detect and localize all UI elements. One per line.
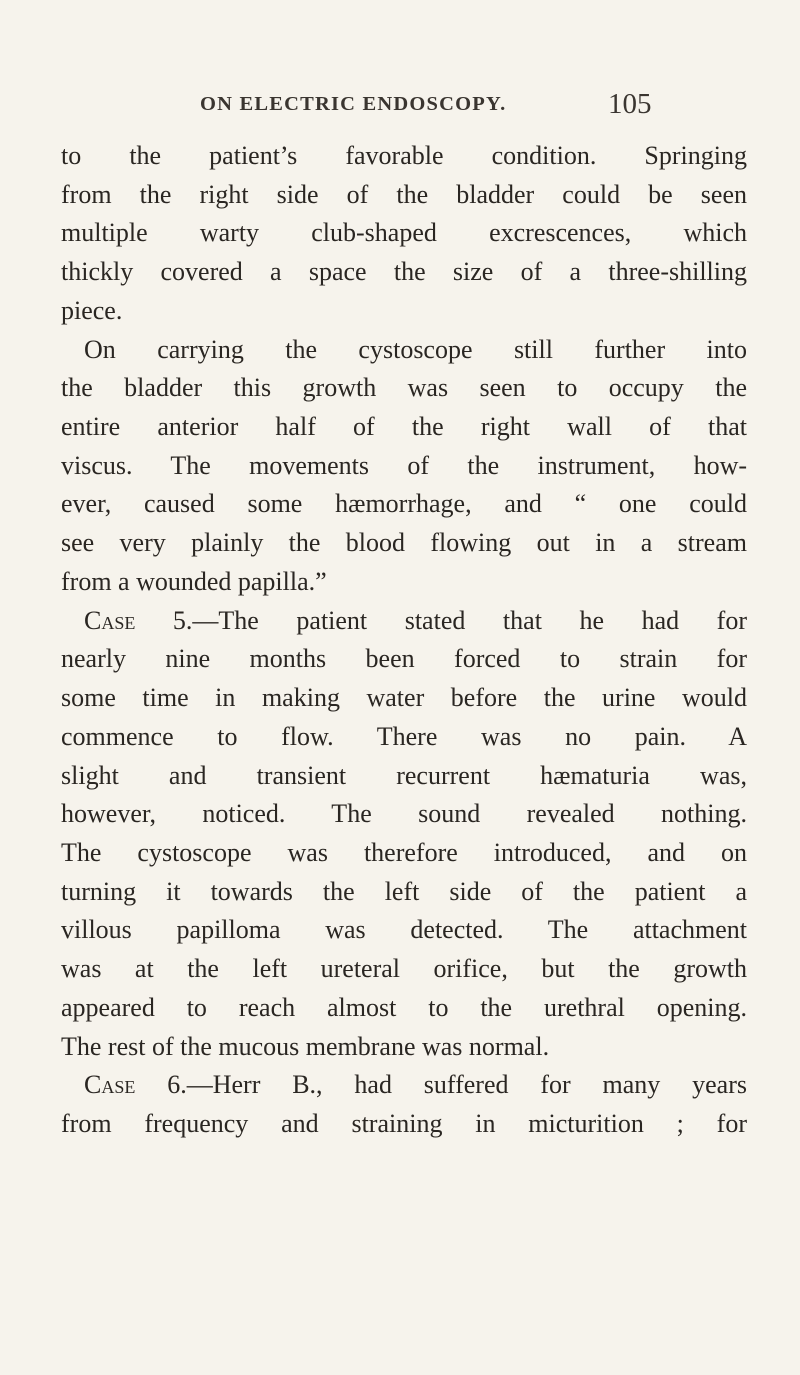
text-line xyxy=(61,563,747,602)
text-segment: the bladder this growth was seen to occupy the xyxy=(61,373,747,403)
text-line xyxy=(61,873,747,912)
text-segment: ever, caused some hæmorrhage, and “ one could xyxy=(61,489,747,519)
text-line xyxy=(61,1028,747,1067)
text-line xyxy=(61,640,747,679)
text-line xyxy=(61,447,747,486)
text-line xyxy=(61,1066,747,1105)
text-segment: thickly covered a space the size of a three-shilling xyxy=(61,257,747,287)
case-label: Case xyxy=(84,1070,136,1100)
text-segment: villous papilloma was detected. The attachment xyxy=(61,915,747,945)
text-segment: nearly nine months been forced to strain for xyxy=(61,644,747,674)
text-segment: some time in making water before the urine would xyxy=(61,683,747,713)
text-line xyxy=(61,950,747,989)
text-line xyxy=(61,292,747,331)
text-segment: turning it towards the left side of the patient a xyxy=(61,876,747,906)
text-line xyxy=(61,795,747,834)
text-line xyxy=(61,137,747,176)
text-line xyxy=(61,485,747,524)
text-segment: however, noticed. The sound revealed nothing. xyxy=(61,799,747,829)
text-segment: slight and transient recurrent hæmaturia was, xyxy=(61,760,747,790)
case-label: Case xyxy=(84,605,136,635)
page-header xyxy=(0,88,800,128)
text-line xyxy=(61,331,747,370)
text-line xyxy=(61,408,747,447)
text-segment: from a wounded papilla.” xyxy=(61,566,327,596)
text-segment: 6.—Herr B., had suffered for many years xyxy=(135,1070,747,1100)
text-segment: entire anterior half of the right wall of that xyxy=(61,412,747,442)
page-number: 105 xyxy=(608,88,652,120)
text-line xyxy=(61,369,747,408)
text-line xyxy=(61,911,747,950)
text-line xyxy=(61,989,747,1028)
text-segment: The rest of the mucous membrane was normal. xyxy=(61,1031,550,1061)
text-segment: from frequency and straining in micturition ; for xyxy=(61,1108,747,1138)
text-line xyxy=(61,524,747,563)
text-line xyxy=(61,1105,747,1144)
text-segment: 5.—The patient stated that he had for xyxy=(135,605,747,635)
text-segment: viscus. The movements of the instrument, how- xyxy=(61,450,747,480)
text-line xyxy=(61,757,747,796)
text-segment: see very plainly the blood flowing out in a stream xyxy=(61,528,747,558)
text-line xyxy=(61,834,747,873)
text-segment: The cystoscope was therefore introduced, and on xyxy=(61,837,747,867)
text-line xyxy=(61,214,747,253)
text-segment: to the patient’s favorable condition. Springing xyxy=(61,141,747,170)
text-segment: was at the left ureteral orifice, but the growth xyxy=(61,954,747,984)
text-line xyxy=(61,718,747,757)
text-segment: commence to flow. There was no pain. A xyxy=(61,721,747,751)
text-segment: appeared to reach almost to the urethral opening. xyxy=(61,992,747,1022)
text-line xyxy=(61,176,747,215)
text-line xyxy=(61,253,747,292)
text-segment: On carrying the cystoscope still further into xyxy=(84,334,747,364)
body-text xyxy=(61,137,747,1144)
text-segment: from the right side of the bladder could be seen xyxy=(61,179,747,209)
text-segment: multiple warty club-shaped excrescences, which xyxy=(61,218,747,248)
text-segment: piece. xyxy=(61,295,123,325)
text-line xyxy=(61,602,747,641)
text-line xyxy=(61,679,747,718)
running-head: ON ELECTRIC ENDOSCOPY. xyxy=(200,93,507,115)
